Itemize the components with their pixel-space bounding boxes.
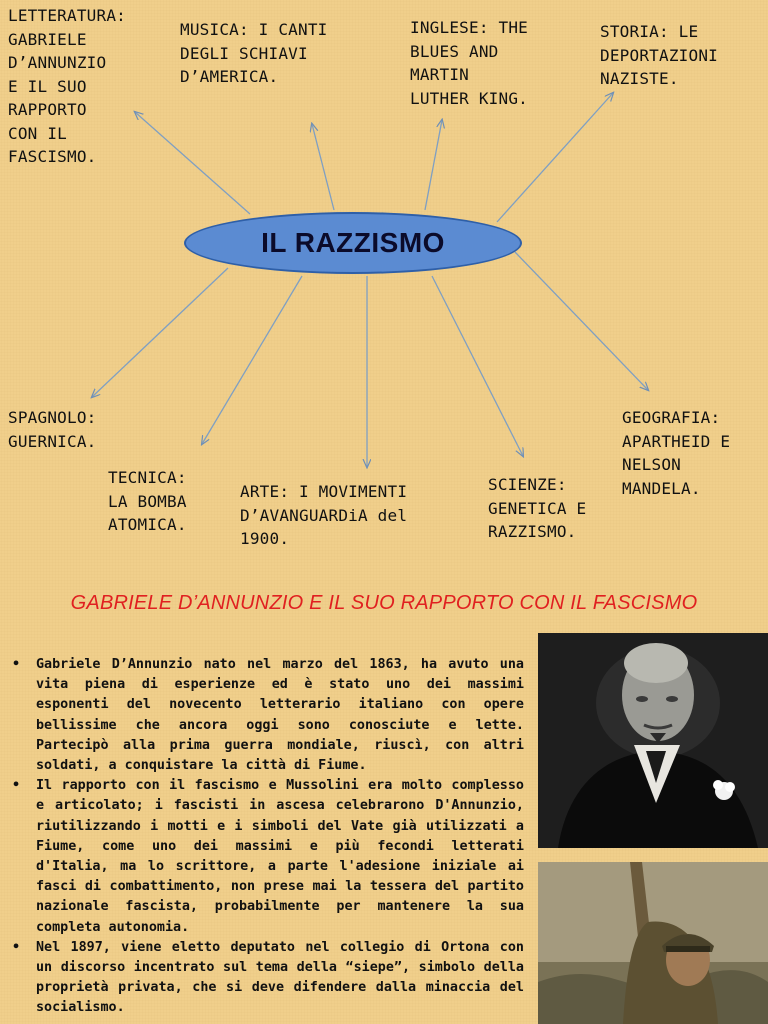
bullet-text: Gabriele D’Annunzio nato nel marzo del 1863, ha avuto una vita piena di esperienze ed è stato uno dei massimi esponenti del novecento letterario italiano con opere bellissime che ancora oggi sono conosciute e lette. Partecipò alla prima guerra mondiale, riuscì, con altri soldati, a conquistare la città di Fiume. xyxy=(36,657,524,774)
arrow-to-musica xyxy=(312,124,334,210)
arrow-to-inglese xyxy=(425,120,442,210)
arrow-to-tecnica xyxy=(202,276,302,444)
bullet-symbol: • xyxy=(12,657,21,672)
node-scienze: SCIENZE: GENETICA E RAZZISMO. xyxy=(488,475,587,541)
node-spagnolo: SPAGNOLO: GUERNICA. xyxy=(8,408,97,451)
saluting-figure-photo xyxy=(538,862,768,1024)
bullet-list xyxy=(12,655,524,1019)
saluting-figure-illustration xyxy=(538,862,768,1024)
node-inglese: INGLESE: THE BLUES AND MARTIN LUTHER KING. xyxy=(410,18,528,108)
bullet-symbol: • xyxy=(12,778,21,794)
node-tecnica: TECNICA: LA BOMBA ATOMICA. xyxy=(108,468,187,534)
center-topic-ellipse xyxy=(184,212,522,274)
arrow-to-letteratura xyxy=(135,112,250,214)
arrow-to-spagnolo xyxy=(92,268,228,397)
node-storia: STORIA: LE DEPORTAZIONI NAZISTE. xyxy=(600,22,718,88)
bullet-symbol: • xyxy=(12,939,21,955)
center-topic-label: IL RAZZISMO xyxy=(261,227,445,258)
arrow-to-geografia xyxy=(515,252,648,390)
node-geografia: GEOGRAFIA: APARTHEID E NELSON MANDELA. xyxy=(622,408,731,498)
node-letteratura: LETTERATURA: GABRIELE D’ANNUNZIO E IL SUO RAPPORTO CON IL FASCISMO. xyxy=(8,6,126,166)
bullet-item xyxy=(12,655,524,776)
bullet-item xyxy=(12,938,524,1019)
portrait-illustration xyxy=(538,633,768,848)
portrait-photo xyxy=(538,633,768,848)
node-arte: ARTE: I MOVIMENTI D’AVANGUARDiA del 1900. xyxy=(240,482,408,548)
section-heading: GABRIELE D’ANNUNZIO E IL SUO RAPPORTO CON IL FASCISMO xyxy=(70,592,698,614)
bullet-item xyxy=(12,776,524,938)
bullet-text: Nel 1897, viene eletto deputato nel collegio di Ortona con un discorso incentrato sul tema della “siepe”, simbolo della proprietà privata, che si deve difendere dalla minaccia del socialismo. xyxy=(36,939,524,1016)
arrow-to-scienze xyxy=(432,276,523,456)
bullet-text: Il rapporto con il fascismo e Mussolini era molto complesso e articolato; i fascisti in ascesa celebrarono D'Annunzio, riutilizzando i motti e i simboli del Vate già utilizzati a Fiume, come uno dei massimi e più fecondi letterati d'Italia, ma lo scrittore, a parte l'adesione iniziale ai fasci di combattimento, non prese mai la tessera del partito nazionale fascista, probabilmente per mantenere la sua completa autonomia. xyxy=(36,778,524,935)
node-musica: MUSICA: I CANTI DEGLI SCHIAVI D’AMERICA. xyxy=(180,20,328,86)
arrow-to-storia xyxy=(497,93,613,222)
